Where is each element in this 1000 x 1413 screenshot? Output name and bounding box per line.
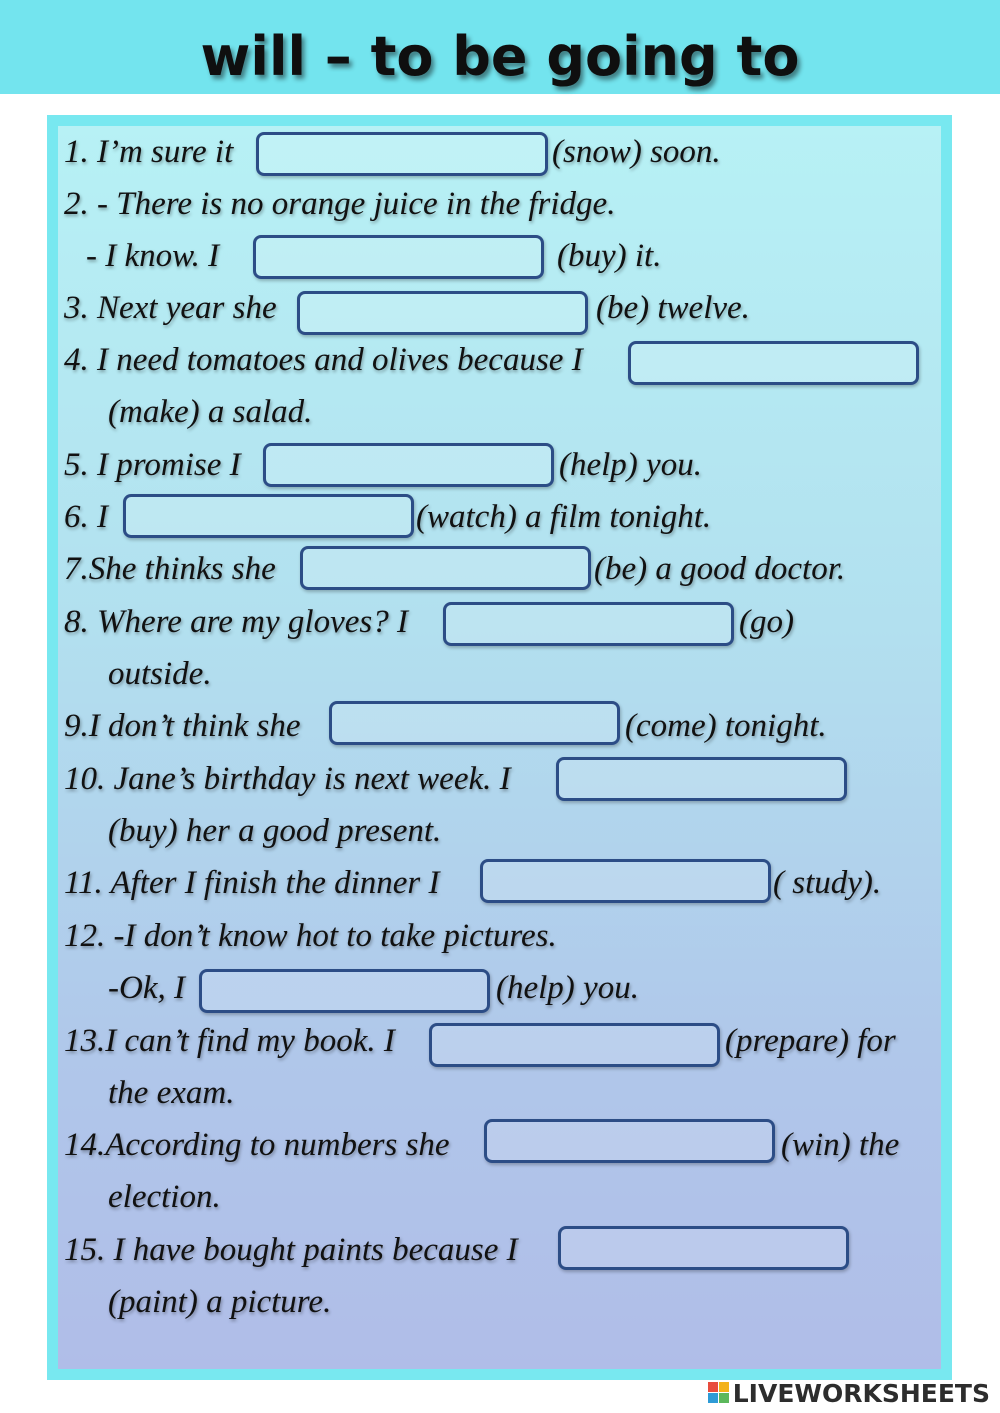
exercise-15-hint: (paint) a picture. xyxy=(108,1284,332,1320)
exercise-3-hint: (be) twelve. xyxy=(596,290,750,326)
exercise-13-text: 13.I can’t find my book. I xyxy=(64,1023,395,1059)
brand-name: LIVEWORKSHEETS xyxy=(732,1378,990,1408)
answer-box-2[interactable] xyxy=(253,235,544,279)
exercise-7-text: 7.She thinks she xyxy=(64,551,276,587)
exercise-1-hint: (snow) soon. xyxy=(552,134,721,170)
exercise-5-hint: (help) you. xyxy=(559,447,702,483)
answer-box-8[interactable] xyxy=(443,602,734,646)
page-title: will – to be going to xyxy=(200,25,800,88)
answer-box-14[interactable] xyxy=(484,1119,775,1163)
answer-box-13[interactable] xyxy=(429,1023,720,1067)
answer-box-5[interactable] xyxy=(263,443,554,487)
answer-box-4[interactable] xyxy=(628,341,919,385)
exercise-1-text: 1. I’m sure it xyxy=(64,134,234,170)
exercise-14-hint: (win) the xyxy=(781,1127,900,1163)
exercise-4-hint: (make) a salad. xyxy=(108,394,313,430)
exercise-9-hint: (come) tonight. xyxy=(625,708,827,744)
exercise-12-question: 12. -I don’t know hot to take pictures. xyxy=(64,918,557,954)
exercise-11-hint: ( study). xyxy=(773,865,882,901)
answer-box-11[interactable] xyxy=(480,859,771,903)
exercise-6-text: 6. I xyxy=(64,499,108,535)
answer-box-12[interactable] xyxy=(199,969,490,1013)
exercise-2-text: - I know. I xyxy=(86,238,220,274)
exercise-12-hint: (help) you. xyxy=(496,970,639,1006)
answer-box-1[interactable] xyxy=(256,132,548,176)
exercise-13-hint: (prepare) for xyxy=(725,1023,896,1059)
answer-box-15[interactable] xyxy=(558,1226,849,1270)
exercise-12-text: -Ok, I xyxy=(108,970,185,1006)
exercise-14-text: 14.According to numbers she xyxy=(64,1127,450,1163)
exercise-14-continued: election. xyxy=(108,1179,221,1215)
answer-box-3[interactable] xyxy=(297,291,588,335)
exercise-4-text: 4. I need tomatoes and olives because I xyxy=(64,342,583,378)
exercise-9-text: 9.I don’t think she xyxy=(64,708,301,744)
liveworksheets-logo-icon xyxy=(708,1382,730,1404)
liveworksheets-brand xyxy=(708,1378,990,1408)
exercise-5-text: 5. I promise I xyxy=(64,447,241,483)
exercise-2-question: 2. - There is no orange juice in the fridge. xyxy=(64,186,616,222)
exercise-2-hint: (buy) it. xyxy=(557,238,662,274)
exercise-10-hint: (buy) her a good present. xyxy=(108,813,442,849)
exercise-3-text: 3. Next year she xyxy=(64,290,277,326)
exercise-8-continued: outside. xyxy=(108,656,212,692)
exercise-10-text: 10. Jane’s birthday is next week. I xyxy=(64,761,511,797)
exercise-6-hint: (watch) a film tonight. xyxy=(416,499,712,535)
answer-box-6[interactable] xyxy=(123,494,414,538)
exercise-8-text: 8. Where are my gloves? I xyxy=(64,604,408,640)
answer-box-10[interactable] xyxy=(556,757,847,801)
exercise-15-text: 15. I have bought paints because I xyxy=(64,1232,518,1268)
answer-box-9[interactable] xyxy=(329,701,620,745)
exercise-8-hint: (go) xyxy=(739,604,794,640)
exercise-7-hint: (be) a good doctor. xyxy=(594,551,846,587)
exercise-11-text: 11. After I finish the dinner I xyxy=(64,865,440,901)
exercise-13-continued: the exam. xyxy=(108,1075,235,1111)
answer-box-7[interactable] xyxy=(300,546,591,590)
